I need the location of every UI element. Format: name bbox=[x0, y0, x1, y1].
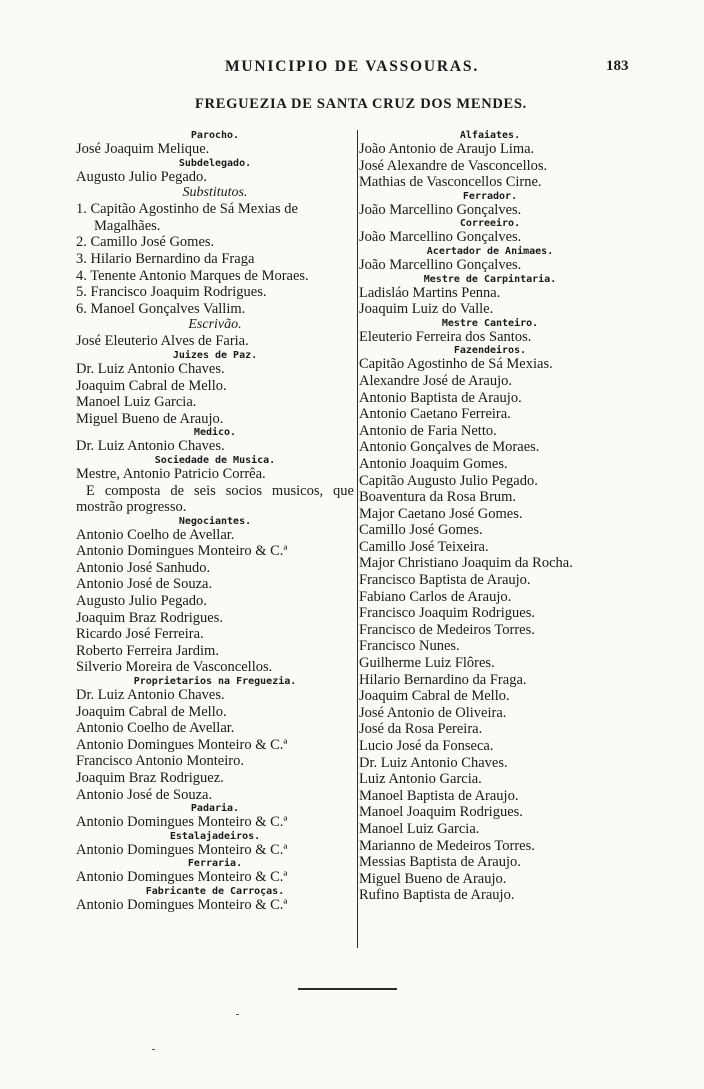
list-entry: Major Christiano Joaquim da Rocha. bbox=[359, 555, 573, 572]
list-entry: 3. Hilario Bernardino da Fraga bbox=[76, 250, 255, 267]
section-heading: Negociantes. bbox=[178, 515, 252, 527]
list-entry: Antonio Caetano Ferreira. bbox=[359, 406, 511, 423]
section-heading: Acertador de Animaes. bbox=[426, 245, 554, 257]
section-title: FREGUEZIA DE SANTA CRUZ DOS MENDES. bbox=[194, 96, 527, 112]
list-entry: Antonio José Sanhudo. bbox=[76, 559, 211, 576]
left-column bbox=[76, 130, 354, 914]
right-column bbox=[359, 130, 621, 904]
section-heading: Sociedade de Musica. bbox=[154, 454, 276, 466]
list-entry: Mathias de Vasconcellos Cirne. bbox=[359, 174, 542, 191]
list-entry: Capitão Augusto Julio Pegado. bbox=[359, 472, 538, 489]
list-entry: Hilario Bernardino da Fraga. bbox=[359, 671, 527, 688]
section-heading: Fazendeiros. bbox=[453, 345, 527, 357]
list-entry: Francisco Baptista de Araujo. bbox=[359, 572, 531, 589]
section-heading: Medico. bbox=[193, 427, 237, 439]
list-entry: Manoel Joaquim Rodrigues. bbox=[359, 804, 523, 821]
list-entry: Luiz Antonio Garcia. bbox=[359, 771, 482, 788]
list-entry: Rufino Baptista de Araujo. bbox=[359, 887, 515, 904]
list-entry: Camillo José Gomes. bbox=[359, 522, 483, 539]
list-entry: Roberto Ferreira Jardim. bbox=[76, 642, 219, 659]
list-entry: Antonio Domingues Monteiro & C.ª bbox=[76, 841, 288, 858]
section-heading: Proprietarios na Freguezia. bbox=[133, 676, 297, 688]
list-entry: João Antonio de Araujo Lima. bbox=[359, 141, 535, 157]
page-number: 183 bbox=[606, 58, 629, 74]
section-heading: Correeiro. bbox=[459, 218, 521, 230]
section-heading: Alfaiates. bbox=[459, 130, 521, 141]
list-entry: José da Rosa Pereira. bbox=[359, 721, 483, 738]
list-entry: Dr. Luiz Antonio Chaves. bbox=[359, 754, 508, 771]
list-entry: Boaventura da Rosa Brum. bbox=[359, 489, 517, 506]
section-heading: Padaria. bbox=[190, 803, 240, 815]
list-entry: Dr. Luiz Antonio Chaves. bbox=[76, 360, 225, 377]
list-entry: Augusto Julio Pegado. bbox=[76, 168, 207, 185]
list-entry: Antonio Baptista de Araujo. bbox=[359, 389, 522, 406]
list-entry: Antonio Domingues Monteiro & C.ª bbox=[76, 736, 288, 753]
list-entry: 4. Tenente Antonio Marques de Moraes. bbox=[76, 267, 309, 284]
list-entry: Joaquim Cabral de Mello. bbox=[76, 377, 227, 394]
list-entry: 1. Capitão Agostinho de Sá Mexias de Magalhães. bbox=[76, 201, 298, 234]
paragraph: E composta de seis socios musicos, que mostrão progresso. bbox=[76, 482, 354, 516]
list-entry: 2. Camillo José Gomes. bbox=[76, 234, 215, 251]
list-entry: José Eleuterio Alves de Faria. bbox=[76, 333, 249, 350]
list-entry: Miguel Bueno de Araujo. bbox=[359, 870, 507, 887]
print-speck bbox=[152, 1049, 155, 1050]
section-heading: Fabricante de Carroças. bbox=[145, 885, 285, 897]
section-heading: Substitutos. bbox=[182, 185, 248, 201]
list-entry: Manoel Baptista de Araujo. bbox=[359, 787, 519, 804]
list-entry: Joaquim Luiz do Valle. bbox=[359, 301, 494, 318]
section-heading: Escrivão. bbox=[188, 317, 242, 333]
list-entry: Joaquim Braz Rodrigues. bbox=[76, 609, 223, 626]
list-entry: Antonio José de Souza. bbox=[76, 786, 213, 803]
list-entry: Marianno de Medeiros Torres. bbox=[359, 837, 535, 854]
print-speck bbox=[236, 1014, 239, 1015]
list-entry: Joaquim Cabral de Mello. bbox=[76, 703, 227, 720]
list-entry: Miguel Bueno de Araujo. bbox=[76, 410, 224, 427]
list-entry: Antonio José de Souza. bbox=[76, 576, 213, 593]
list-entry: Antonio Domingues Monteiro & C.ª bbox=[76, 896, 288, 913]
section-heading: Parocho. bbox=[190, 130, 240, 141]
list-entry: Camillo José Teixeira. bbox=[359, 538, 489, 555]
section-heading: Mestre de Carpintaria. bbox=[423, 273, 557, 285]
list-entry: Francisco Nunes. bbox=[359, 638, 460, 655]
section-heading: Mestre Canteiro. bbox=[441, 317, 539, 329]
list-entry: Antonio Coelho de Avellar. bbox=[76, 526, 235, 543]
list-entry: Francisco de Medeiros Torres. bbox=[359, 621, 535, 638]
list-entry: Ladisláo Martins Penna. bbox=[359, 284, 501, 301]
end-rule bbox=[298, 988, 397, 990]
list-entry: Antonio Domingues Monteiro & C.ª bbox=[76, 543, 288, 560]
list-entry: João Marcellino Gonçalves. bbox=[359, 201, 522, 218]
list-entry: Alexandre José de Araujo. bbox=[359, 372, 513, 389]
list-entry: José Joaquim Melique. bbox=[76, 141, 210, 157]
list-entry: Dr. Luiz Antonio Chaves. bbox=[76, 438, 225, 455]
list-entry: 5. Francisco Joaquim Rodrigues. bbox=[76, 284, 267, 301]
list-entry: Eleuterio Ferreira dos Santos. bbox=[359, 328, 532, 345]
list-entry: Joaquim Cabral de Mello. bbox=[359, 688, 510, 705]
list-entry: Manoel Luiz Garcia. bbox=[359, 820, 480, 837]
list-entry: Lucio José da Fonseca. bbox=[359, 738, 494, 754]
section-heading: Subdelegado. bbox=[178, 157, 252, 169]
list-entry: João Marcellino Gonçalves. bbox=[359, 229, 522, 246]
section-heading: Juizes de Paz. bbox=[172, 349, 258, 361]
list-entry: Manoel Luiz Garcia. bbox=[76, 394, 197, 411]
list-entry: Francisco Antonio Monteiro. bbox=[76, 753, 244, 770]
list-entry: Antonio Domingues Monteiro & C.ª bbox=[76, 869, 288, 886]
list-entry: 6. Manoel Gonçalves Vallim. bbox=[76, 300, 246, 317]
list-entry: Antonio Joaquim Gomes. bbox=[359, 455, 508, 472]
list-entry: Guilherme Luiz Flôres. bbox=[359, 655, 495, 672]
list-entry: Dr. Luiz Antonio Chaves. bbox=[76, 687, 225, 704]
section-heading: Ferraria. bbox=[187, 858, 243, 870]
list-entry: Antonio Coelho de Avellar. bbox=[76, 720, 235, 737]
list-entry: Antonio Domingues Monteiro & C.ª bbox=[76, 814, 288, 831]
list-entry: Joaquim Braz Rodriguez. bbox=[76, 770, 224, 786]
list-entry: João Marcellino Gonçalves. bbox=[359, 256, 522, 273]
list-entry: Mestre, Antonio Patricio Corrêa. bbox=[76, 465, 266, 482]
list-entry: Antonio de Faria Netto. bbox=[359, 422, 497, 439]
section-heading: Ferrador. bbox=[462, 190, 518, 202]
list-entry: Capitão Agostinho de Sá Mexias. bbox=[359, 356, 553, 373]
list-entry: José Antonio de Oliveira. bbox=[359, 704, 507, 721]
list-entry: Francisco Joaquim Rodrigues. bbox=[359, 605, 535, 622]
list-entry: Antonio Gonçalves de Moraes. bbox=[359, 439, 540, 456]
list-entry: José Alexandre de Vasconcellos. bbox=[359, 157, 548, 174]
list-entry: Major Caetano José Gomes. bbox=[359, 505, 523, 522]
list-entry: Augusto Julio Pegado. bbox=[76, 593, 207, 610]
running-title: MUNICIPIO DE VASSOURAS. bbox=[225, 58, 479, 75]
list-entry: Fabiano Carlos de Araujo. bbox=[359, 588, 512, 605]
list-entry: Messias Baptista de Araujo. bbox=[359, 854, 521, 871]
list-entry: Ricardo José Ferreira. bbox=[76, 626, 204, 643]
column-divider bbox=[357, 130, 358, 948]
list-entry: Silverio Moreira de Vasconcellos. bbox=[76, 659, 273, 676]
section-heading: Estalajadeiros. bbox=[169, 830, 261, 842]
